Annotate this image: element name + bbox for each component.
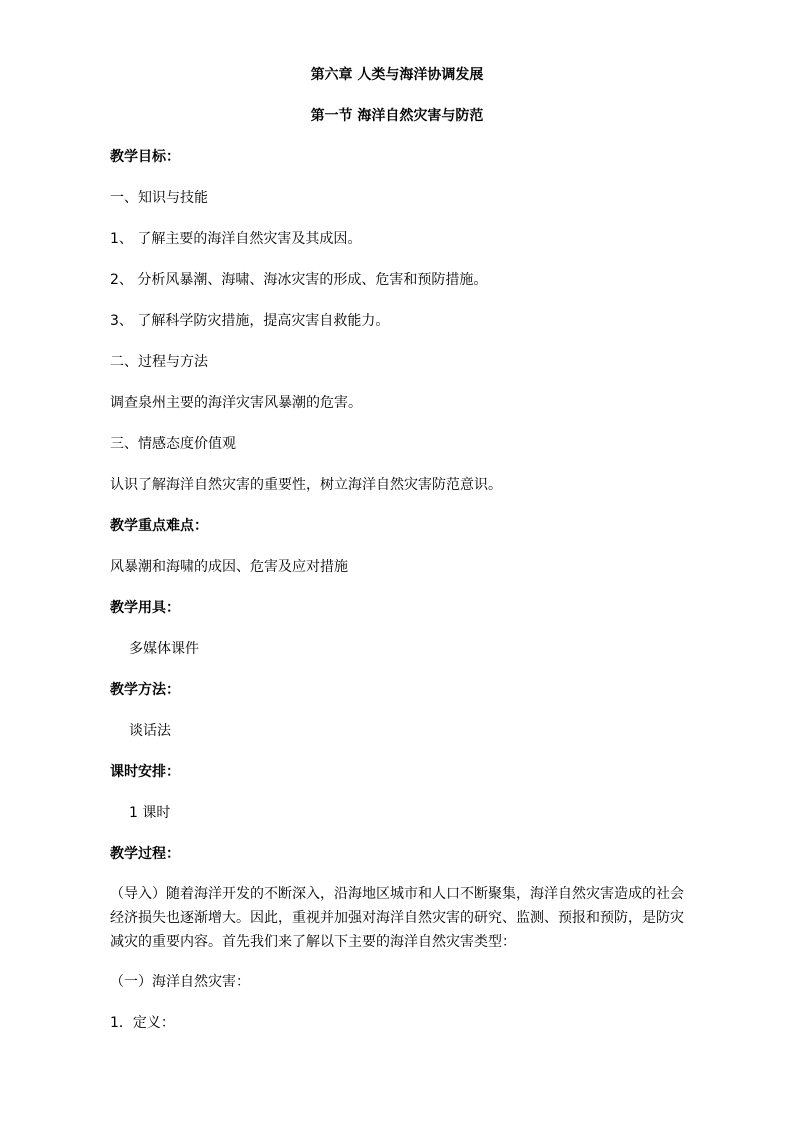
attitude-heading: 三、情感态度价值观 (110, 436, 236, 452)
methods-text: 谈话法 (129, 723, 171, 739)
intro-paragraph: （导入）随着海洋开发的不断深入，沿海地区城市和人口不断聚集，海洋自然灾害造成的社会经济损失也逐渐增大。因此，重视并加强对海洋自然灾害的研究、监测、预报和预防，是防灾减灾的重要内容。首先我们来了解以下主要的海洋自然灾害类型： (110, 886, 684, 950)
key-points-heading: 教学重点难点： (110, 518, 208, 534)
methods-heading: 教学方法： (110, 682, 180, 698)
subsection-heading: （一）海洋自然灾害： (110, 974, 250, 990)
definition-label: 1．定义： (110, 1015, 175, 1031)
objectives-heading: 教学目标： (110, 149, 180, 165)
objective-item: 3、 了解科学防灾措施，提高灾害自救能力。 (110, 313, 390, 329)
key-points-text: 风暴潮和海啸的成因、危害及应对措施 (110, 559, 348, 575)
tools-heading: 教学用具： (110, 600, 180, 616)
section-title: 第一节 海洋自然灾害与防范 (310, 108, 484, 124)
process-heading: 二、过程与方法 (110, 354, 208, 370)
attitude-text: 认识了解海洋自然灾害的重要性，树立海洋自然灾害防范意识。 (110, 477, 502, 493)
process-text: 调查泉州主要的海洋灾害风暴潮的危害。 (110, 395, 362, 411)
teaching-process-heading: 教学过程： (110, 846, 180, 862)
objective-item: 1、 了解主要的海洋自然灾害及其成因。 (110, 231, 362, 247)
chapter-title: 第六章 人类与海洋协调发展 (310, 67, 484, 83)
schedule-heading: 课时安排： (110, 764, 180, 780)
tools-text: 多媒体课件 (129, 641, 199, 657)
objective-item: 2、 分析风暴潮、海啸、海冰灾害的形成、危害和预防措施。 (110, 272, 488, 288)
knowledge-heading: 一、知识与技能 (110, 190, 208, 206)
schedule-text: 1 课时 (129, 805, 171, 821)
